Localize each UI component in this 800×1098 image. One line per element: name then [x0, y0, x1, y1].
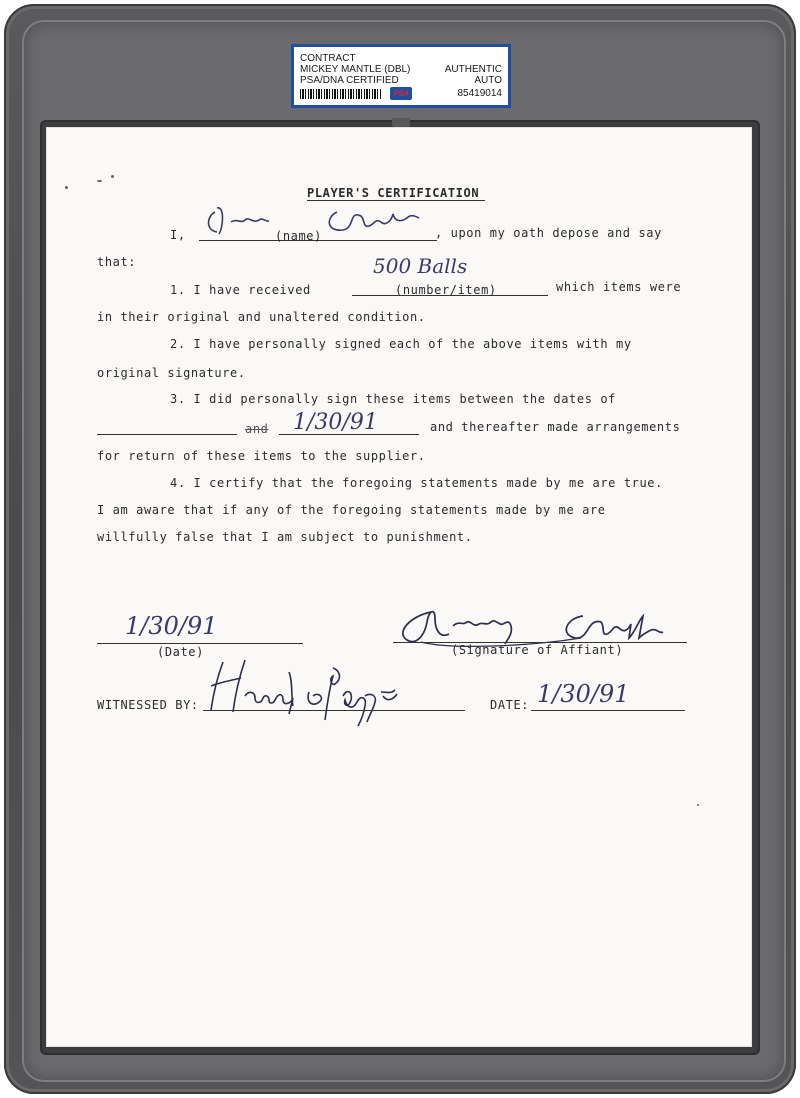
- date-handwriting: 1/30/91: [125, 612, 218, 640]
- item4-continuation-2: willfully false that I am subject to punishment.: [97, 530, 473, 544]
- oath-prefix: I,: [170, 228, 186, 242]
- psa-label: [291, 44, 511, 108]
- item2-text: 2. I have personally signed each of the above items with my: [170, 337, 632, 351]
- psa-logo-icon: PSA: [390, 87, 412, 100]
- item3-suffix: and thereafter made arrangements: [430, 420, 681, 434]
- item4-continuation-1: I am aware that if any of the foregoing statements made by me are: [97, 503, 606, 517]
- label-certification: PSA/DNA CERTIFIED: [300, 75, 399, 86]
- signing-date-handwriting: 1/30/91: [293, 410, 378, 435]
- witness-signature: [205, 656, 421, 726]
- slab-notch: [392, 118, 410, 128]
- witness-date-line: [531, 710, 685, 711]
- witness-date-label: DATE:: [490, 698, 530, 712]
- item3-continuation: for return of these items to the supplier.: [97, 449, 426, 463]
- oath-suffix: , upon my oath depose and say: [435, 226, 662, 240]
- paper-speck: [97, 180, 102, 182]
- signature-caption: (Signature of Affiant): [451, 643, 624, 657]
- name-signature: [197, 202, 437, 238]
- title-underline: [307, 200, 485, 201]
- received-items-handwriting: 500 Balls: [373, 254, 468, 278]
- label-grade-type: AUTO: [474, 75, 502, 86]
- item4-text: 4. I certify that the foregoing statements made by me are true.: [170, 476, 663, 490]
- witness-date-handwriting: 1/30/91: [537, 680, 630, 708]
- item1-prefix: 1. I have received: [170, 283, 311, 297]
- label-grade: AUTHENTIC: [444, 64, 502, 75]
- paper-speck: [65, 186, 68, 189]
- barcode: [300, 89, 382, 99]
- item1-suffix: which items were: [556, 280, 682, 294]
- label-cert-number: 85419014: [457, 88, 502, 99]
- and-struck: and: [245, 422, 269, 436]
- item2-continuation: original signature.: [97, 366, 246, 380]
- label-item-type: CONTRACT: [300, 53, 356, 64]
- item3-text: 3. I did personally sign these items between the dates of: [170, 392, 617, 406]
- document-title: PLAYER'S CERTIFICATION: [307, 186, 480, 200]
- witnessed-by-label: WITNESSED BY:: [97, 698, 199, 712]
- start-date-line: [97, 434, 237, 435]
- received-caption: (number/item): [395, 283, 497, 297]
- witness-line: [203, 710, 465, 711]
- name-caption: (name): [275, 229, 322, 243]
- paper-speck: [697, 804, 699, 806]
- date-caption: (Date): [157, 645, 204, 659]
- item1-continuation: in their original and unaltered condition.: [97, 310, 426, 324]
- contract-paper: [47, 128, 751, 1046]
- paper-speck: [111, 175, 114, 178]
- that-label: that:: [97, 255, 137, 269]
- label-player-name: MICKEY MANTLE (DBL): [300, 64, 411, 75]
